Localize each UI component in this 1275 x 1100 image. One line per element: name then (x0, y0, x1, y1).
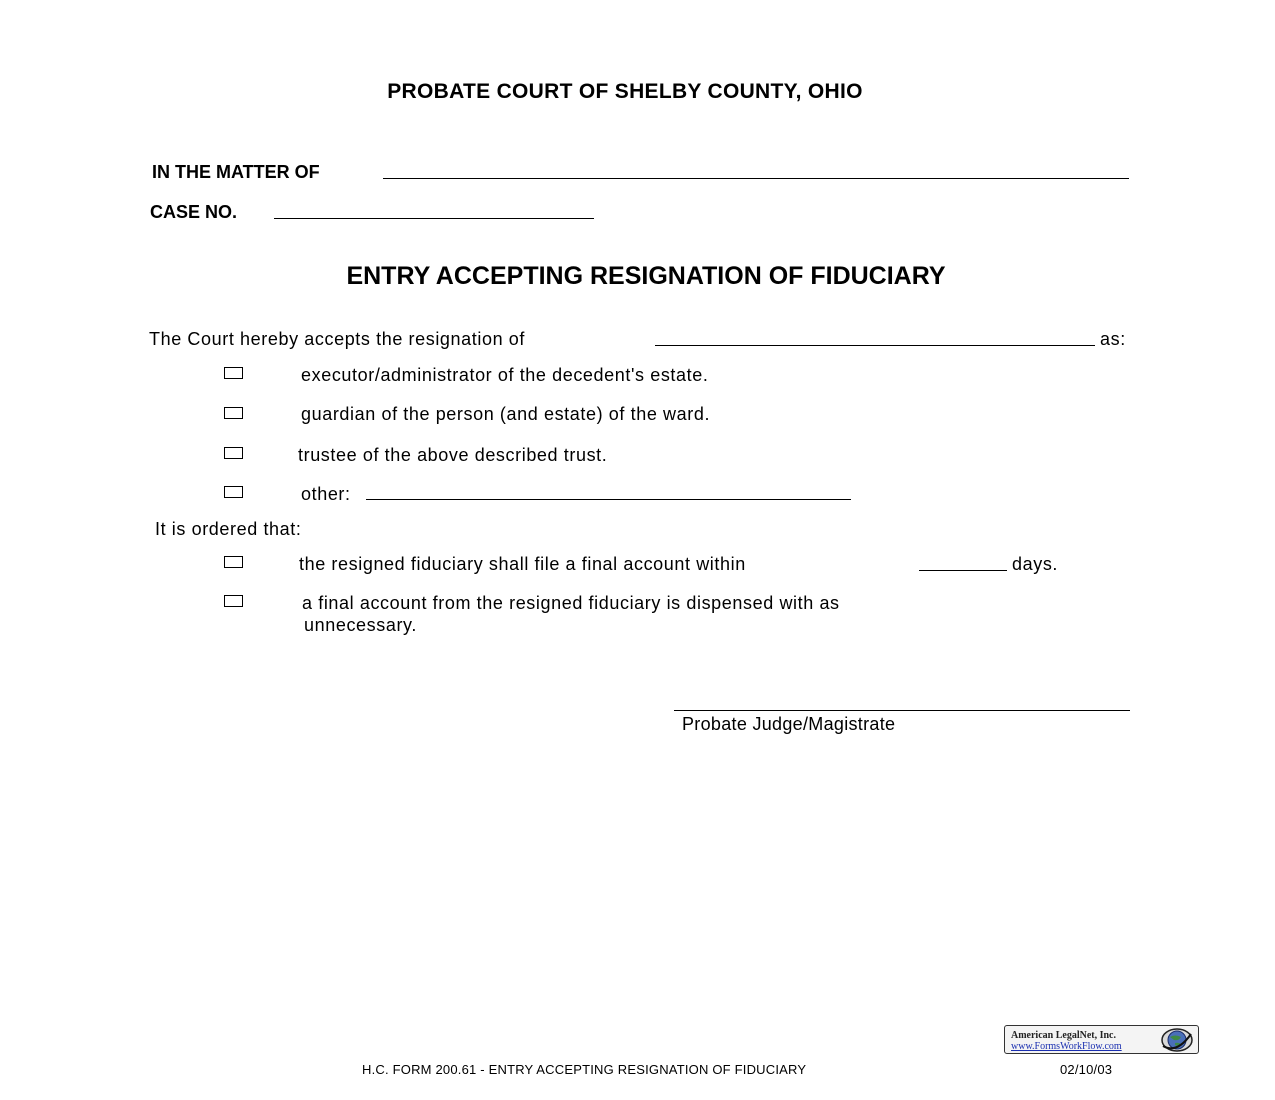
judge-signature-label: Probate Judge/Magistrate (682, 714, 896, 734)
matter-field[interactable] (383, 178, 1129, 179)
case-number-field[interactable] (274, 218, 594, 219)
resignation-intro: The Court hereby accepts the resignation of (149, 329, 525, 349)
dispensed-checkbox[interactable] (224, 595, 243, 607)
trustee-checkbox[interactable] (224, 447, 243, 459)
guardian-option-label: guardian of the person (and estate) of the ward. (301, 404, 711, 424)
guardian-checkbox[interactable] (224, 407, 243, 419)
final-account-label: the resigned fiduciary shall file a final account within (299, 554, 746, 574)
court-title: PROBATE COURT OF SHELBY COUNTY, OHIO (387, 80, 863, 103)
case-number-label: CASE NO. (150, 202, 238, 222)
orders-intro: It is ordered that: (155, 519, 302, 539)
logo-company-name: American LegalNet, Inc. (1011, 1030, 1116, 1041)
trustee-option-label: trustee of the above described trust. (298, 445, 608, 465)
matter-label: IN THE MATTER OF (152, 162, 320, 182)
executor-checkbox[interactable] (224, 367, 243, 379)
logo-website-link[interactable]: www.FormsWorkFlow.com (1011, 1041, 1122, 1052)
other-checkbox[interactable] (224, 486, 243, 498)
form-title: ENTRY ACCEPTING RESIGNATION OF FIDUCIARY (346, 262, 946, 290)
footer-form-id: H.C. FORM 200.61 - ENTRY ACCEPTING RESIGNATION OF FIDUCIARY (362, 1062, 807, 1077)
final-account-days-field[interactable] (919, 570, 1007, 571)
globe-icon (1157, 1028, 1195, 1052)
judge-signature-line[interactable] (674, 710, 1130, 711)
other-field[interactable] (366, 499, 851, 500)
other-option-label: other: (301, 484, 351, 504)
dispensed-label-line1: a final account from the resigned fiduciary is dispensed with as (302, 593, 840, 613)
footer-date: 02/10/03 (1060, 1062, 1113, 1077)
final-account-checkbox[interactable] (224, 556, 243, 568)
resignation-as-label: as: (1100, 329, 1126, 349)
final-account-days-label: days. (1012, 554, 1059, 574)
executor-option-label: executor/administrator of the decedent's estate. (301, 365, 709, 385)
legalnet-logo (1004, 1025, 1199, 1054)
dispensed-label-line2: unnecessary. (304, 615, 417, 635)
fiduciary-name-field[interactable] (655, 345, 1095, 346)
